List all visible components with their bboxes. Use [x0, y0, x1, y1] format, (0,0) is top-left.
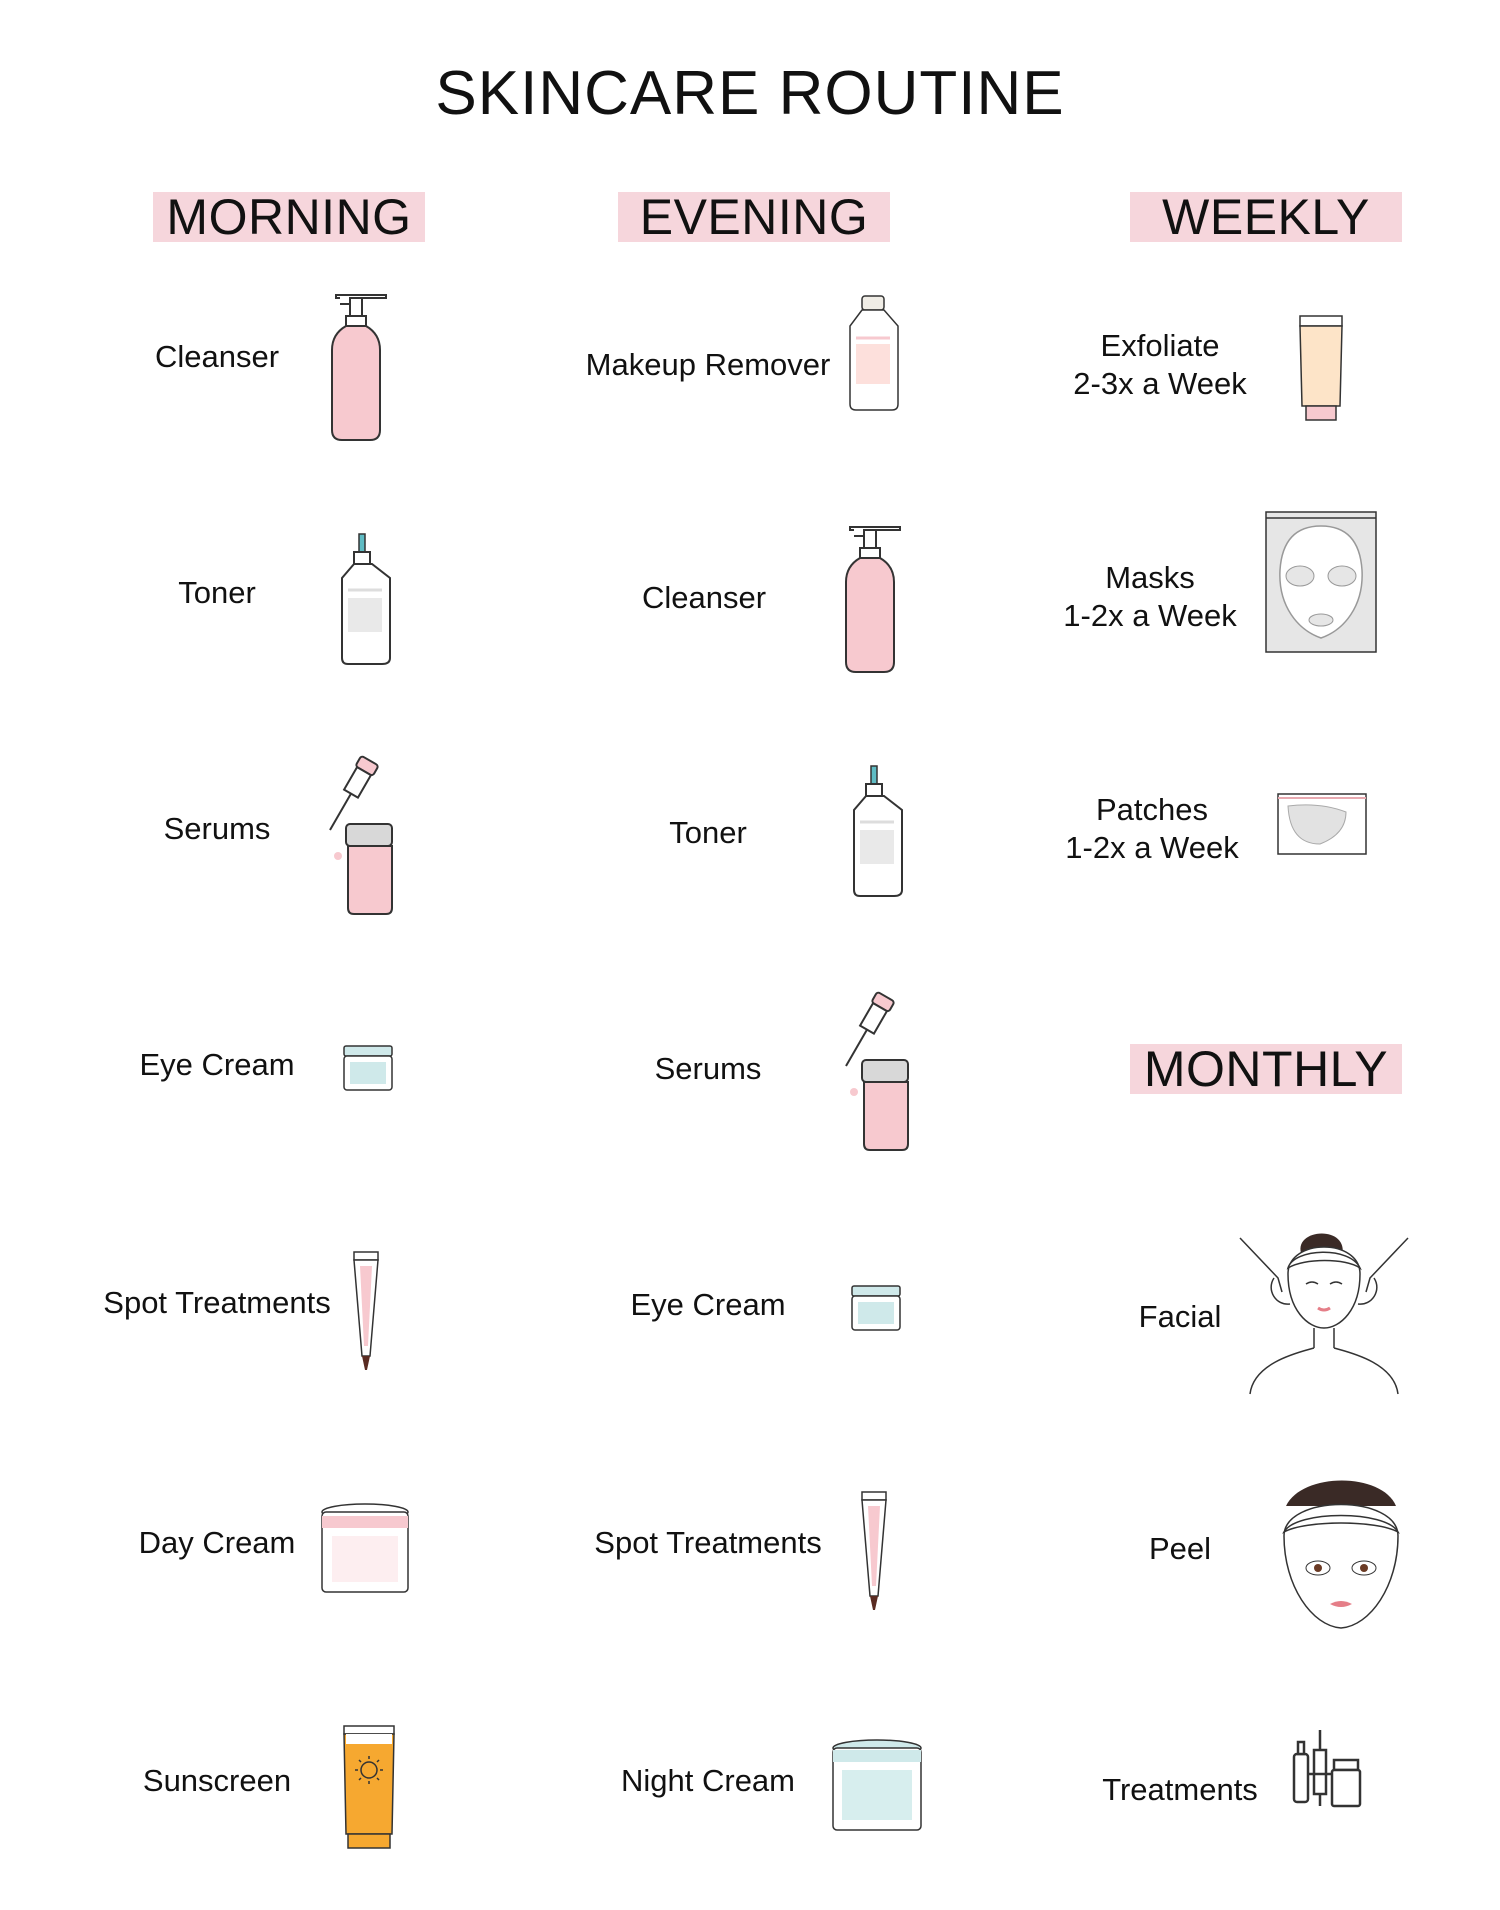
- weekly-item-exfoliate-line1: Exfoliate: [1100, 328, 1220, 363]
- toner-bottle-icon: [338, 534, 396, 668]
- face-peel-mask-icon: [1262, 1476, 1420, 1630]
- weekly-heading: WEEKLY: [1130, 192, 1402, 242]
- exfoliator-tube-icon: [1298, 314, 1346, 422]
- weekly-item-masks-line1: Masks: [1105, 560, 1195, 595]
- day-cream-jar-icon: [320, 1502, 412, 1594]
- serum-dropper-icon: [836, 994, 916, 1154]
- morning-item-day-cream: Day Cream: [138, 1525, 296, 1560]
- monthly-item-facial: Facial: [1138, 1299, 1222, 1334]
- eye-cream-jar-icon: [850, 1284, 902, 1332]
- toner-bottle-icon: [850, 766, 908, 900]
- monthly-heading: MONTHLY: [1130, 1044, 1402, 1094]
- evening-item-spot-treatments: Spot Treatments: [594, 1525, 822, 1560]
- evening-item-cleanser: Cleanser: [641, 580, 767, 615]
- evening-item-toner: Toner: [669, 815, 747, 850]
- eye-cream-jar-icon: [342, 1044, 394, 1092]
- weekly-item-exfoliate: [1073, 327, 1246, 403]
- weekly-item-masks: [1063, 559, 1236, 635]
- morning-item-serums: Serums: [163, 811, 271, 846]
- morning-item-spot-treatments: Spot Treatments: [103, 1285, 331, 1320]
- weekly-item-exfoliate-line2: 2-3x a Week: [1073, 366, 1247, 401]
- morning-heading: MORNING: [153, 192, 425, 242]
- monthly-item-peel: Peel: [1148, 1531, 1212, 1566]
- sunscreen-tube-icon: [342, 1724, 398, 1852]
- morning-item-toner: Toner: [178, 575, 256, 610]
- monthly-item-treatments: Treatments: [1102, 1772, 1258, 1807]
- pump-bottle-icon: [328, 290, 390, 446]
- serum-dropper-icon: [320, 758, 400, 918]
- spot-treatment-tube-icon: [856, 1490, 892, 1612]
- facial-massage-icon: [1230, 1218, 1418, 1398]
- pump-bottle-icon: [842, 522, 904, 678]
- syringe-vial-icon: [1290, 1730, 1364, 1810]
- sheet-mask-icon: [1264, 510, 1378, 654]
- makeup-remover-bottle-icon: [846, 294, 902, 412]
- weekly-item-masks-line2: 1-2x a Week: [1063, 598, 1237, 633]
- evening-item-eye-cream: Eye Cream: [630, 1287, 786, 1322]
- weekly-item-patches: [1065, 791, 1238, 867]
- evening-item-night-cream: Night Cream: [621, 1763, 795, 1798]
- eye-patches-icon: [1276, 792, 1368, 856]
- morning-item-eye-cream: Eye Cream: [139, 1047, 295, 1082]
- evening-item-makeup-remover: Makeup Remover: [585, 347, 831, 382]
- weekly-item-patches-line1: Patches: [1095, 792, 1209, 827]
- evening-item-serums: Serums: [654, 1051, 762, 1086]
- weekly-item-patches-line2: 1-2x a Week: [1065, 830, 1239, 865]
- morning-item-sunscreen: Sunscreen: [142, 1763, 292, 1798]
- spot-treatment-tube-icon: [348, 1250, 384, 1372]
- page-title: SKINCARE ROUTINE: [435, 59, 1065, 128]
- morning-item-cleanser: Cleanser: [154, 339, 280, 374]
- night-cream-jar-icon: [832, 1740, 924, 1832]
- evening-heading: EVENING: [618, 192, 890, 242]
